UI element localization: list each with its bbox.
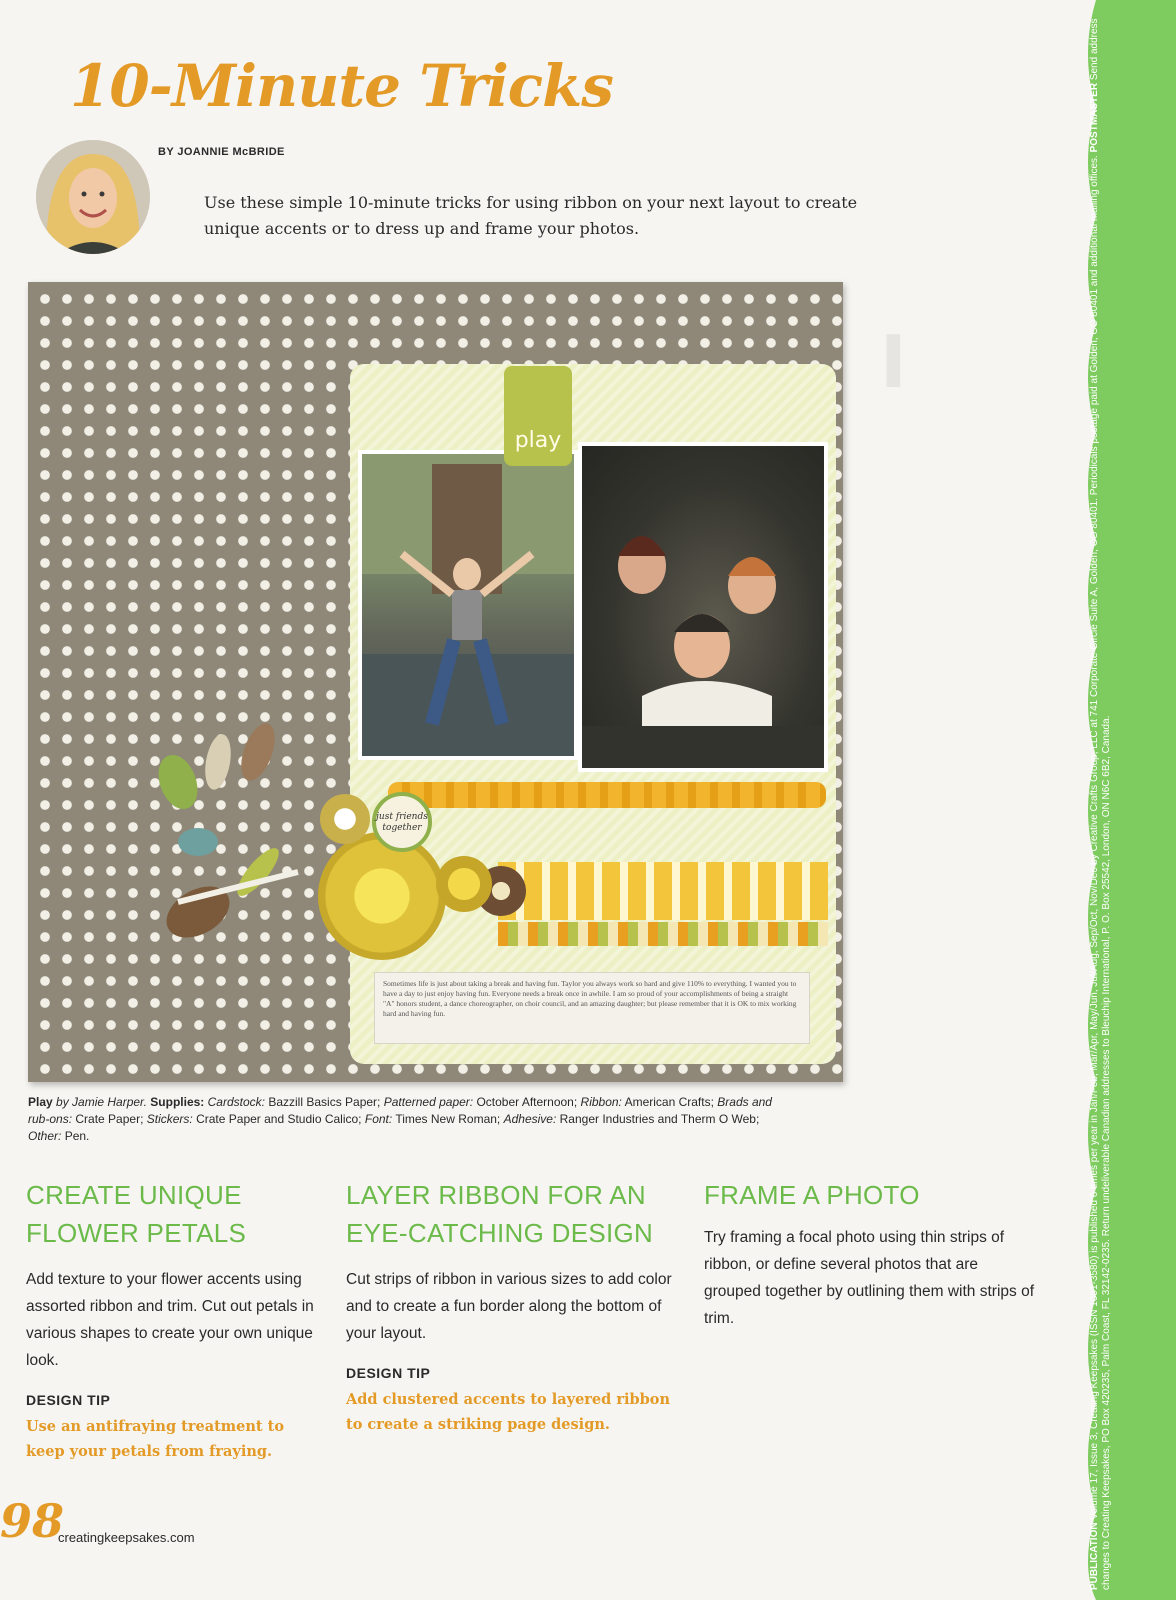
publication-info: PUBLICATION Volume 17, Issue 3, Creating Keepsakes (ISSN 1091-3580) is published 6 times per year in Jan/Feb, Mar/Apr, May/Jun, Jul/Aug, Sep/Oct, Nov/Dec by Creative Crafts Group, LLC at 741 Corporate Circle Suite A, Golden, CO 80401. Periodicals postage paid at Golden, CO 80401 and additional mailing offices. POSTMASTER Send address changes to Creating Keepsakes, PO Box 420235, Palm Coast, FL 32142-0235. Return undeliverable Canadian addresses to Bleuchip International, P. O. Box 25542, London, ON N6C 6B2, Canada.	[1089, 18, 1112, 1590]
friends-badge: just friends together	[372, 792, 432, 852]
design-tip-heading: DESIGN TIP	[346, 1365, 431, 1381]
design-tip-text: Add clustered accents to layered ribbon to create a striking page design.	[346, 1391, 670, 1433]
design-tip-text: Use an antifraying treatment to keep your petals from fraying.	[26, 1418, 285, 1460]
section-heading: FRAME A PHOTO	[704, 1180, 920, 1210]
author-avatar	[36, 140, 150, 254]
project-caption: Play by Jamie Harper. Supplies: Cardstock: Bazzill Basics Paper; Patterned paper: October Afternoon; Ribbon: American Crafts; Brads and rub-ons: Crate Paper; Stickers: Crate Paper and Studio Calico; Font: Times New Roman; Adhesive: Ranger Industries and Therm O Web; Other: Pen.	[28, 1095, 772, 1143]
photo-girl-in-fountain	[358, 450, 578, 760]
flower-accent-yellow	[436, 856, 492, 912]
section-heading: LAYER RIBBON FOR AN EYE-CATCHING DESIGN	[346, 1180, 654, 1248]
striped-ribbon	[498, 922, 828, 946]
ribbon-petals-icon	[138, 722, 338, 952]
page-title: 10-Minute Tricks	[70, 52, 613, 120]
yellow-trim-ribbon	[498, 862, 828, 920]
design-tip-heading: DESIGN TIP	[26, 1392, 111, 1408]
section-flower-petals	[26, 1176, 326, 1464]
bleed-through-text: I	[880, 320, 907, 404]
ruffled-ribbon	[388, 782, 826, 808]
section-body: Cut strips of ribbon in various sizes to add color and to create a fun border along the bottom of your layout.	[346, 1271, 672, 1342]
website-link[interactable]: creatingkeepsakes.com	[58, 1530, 195, 1545]
section-frame-photo	[704, 1176, 1034, 1332]
section-body: Try framing a focal photo using thin strips of ribbon, or define several photos that are grouped together by outlining them with strips of trim.	[704, 1229, 1034, 1327]
section-layer-ribbon	[346, 1176, 676, 1437]
byline: BY JOANNIE McBRIDE	[158, 146, 285, 158]
section-body: Add texture to your flower accents using assorted ribbon and trim. Cut out petals in various shapes to create your own unique look.	[26, 1271, 314, 1369]
play-tag: play	[504, 366, 572, 466]
page-number: 98	[0, 1494, 65, 1548]
intro-text: Use these simple 10-minute tricks for using ribbon on your next layout to create unique accents or to dress up and frame your photos.	[204, 193, 858, 238]
scrapbook-layout-photo	[28, 282, 843, 1082]
photo-three-friends	[578, 442, 828, 772]
section-heading: CREATE UNIQUE FLOWER PETALS	[26, 1180, 247, 1248]
journaling-block: Sometimes life is just about taking a break and having fun. Taylor you always work so hard and give 110% to everything. I wanted you to have a day to just enjoy having fun. Everyone needs a break once in awhile. I am so proud of your accomplishments of being a straight "A" honors student, a dance choreographer, on choir council, and an amazing daughter; but please remember that it is OK to mix working hard and having fun.	[374, 972, 810, 1044]
